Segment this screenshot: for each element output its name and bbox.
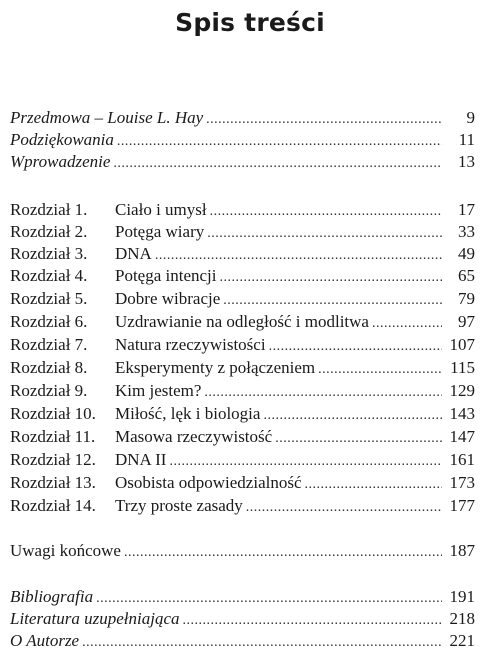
dot-leader	[204, 382, 442, 404]
dot-leader	[113, 153, 442, 175]
entry-page: 9	[466, 108, 475, 127]
chapter-number: Rozdział 2.	[10, 222, 88, 241]
entry-page: 221	[449, 631, 475, 650]
toc-entry-chapter[interactable]	[10, 288, 475, 310]
entry-title: Ciało i umysł	[115, 200, 207, 219]
entry-page: 11	[458, 130, 475, 149]
dot-leader	[318, 359, 442, 381]
toc-entry-chapter[interactable]	[10, 472, 475, 494]
toc-entry-front[interactable]	[10, 151, 475, 173]
entry-page: 49	[458, 244, 475, 263]
toc-entry-notes[interactable]	[10, 540, 475, 562]
entry-page: 187	[449, 541, 475, 560]
toc-entry-chapter[interactable]	[10, 357, 475, 379]
dot-leader	[155, 245, 442, 267]
chapter-number: Rozdział 14.	[10, 496, 96, 515]
entry-title: Podziękowania	[10, 130, 114, 149]
entry-page: 107	[449, 335, 475, 354]
toc-entry-chapter[interactable]	[10, 243, 475, 265]
entry-title: Potęga intencji	[115, 266, 217, 285]
dot-leader	[305, 474, 443, 496]
dot-leader	[207, 223, 442, 245]
toc-entry-front[interactable]	[10, 129, 475, 151]
chapter-number: Rozdział 13.	[10, 473, 96, 492]
page-title: Spis treści	[175, 8, 325, 37]
entry-title: Kim jestem?	[115, 381, 202, 400]
dot-leader	[372, 313, 442, 335]
entry-page: 177	[449, 496, 475, 515]
entry-page: 65	[458, 266, 475, 285]
entry-page: 147	[449, 427, 475, 446]
entry-title: Przedmowa – Louise L. Hay	[10, 108, 204, 127]
dot-leader	[210, 201, 442, 223]
entry-page: 173	[449, 473, 475, 492]
entry-title: Trzy proste zasady	[115, 496, 243, 515]
dot-leader	[263, 405, 442, 427]
entry-title: Dobre wibracje	[115, 289, 221, 308]
entry-page: 161	[449, 450, 475, 469]
entry-title: Masowa rzeczywistość	[115, 427, 273, 446]
chapter-number: Rozdział 3.	[10, 244, 88, 263]
chapter-number: Rozdział 9.	[10, 381, 88, 400]
chapter-number: Rozdział 8.	[10, 358, 88, 377]
entry-page: 115	[450, 358, 475, 377]
chapter-number: Rozdział 10.	[10, 404, 96, 423]
entry-title: Wprowadzenie	[10, 152, 111, 171]
dot-leader	[246, 497, 442, 519]
entry-title: Uwagi końcowe	[10, 541, 121, 560]
dot-leader	[275, 428, 442, 450]
entry-page: 143	[449, 404, 475, 423]
entry-page: 97	[458, 312, 475, 331]
entry-title: DNA II	[115, 450, 167, 469]
entry-page: 218	[449, 609, 475, 628]
dot-leader	[206, 109, 442, 131]
chapter-number: Rozdział 6.	[10, 312, 88, 331]
toc-entry-chapter[interactable]	[10, 265, 475, 287]
entry-title: Uzdrawianie na odległość i modlitwa	[115, 312, 369, 331]
entry-title: Natura rzeczywistości	[115, 335, 266, 354]
toc-entry-chapter[interactable]	[10, 334, 475, 356]
toc-entry-back[interactable]	[10, 630, 475, 652]
dot-leader	[124, 542, 442, 564]
entry-title: O Autorze	[10, 631, 80, 650]
dot-leader	[269, 336, 442, 358]
dot-leader	[82, 632, 442, 654]
entry-page: 79	[458, 289, 475, 308]
toc-entry-chapter[interactable]	[10, 221, 475, 243]
entry-title: DNA	[115, 244, 152, 263]
chapter-number: Rozdział 5.	[10, 289, 88, 308]
entry-title: Literatura uzupełniająca	[10, 609, 180, 628]
toc-entry-back[interactable]	[10, 586, 475, 608]
toc-entry-chapter[interactable]	[10, 311, 475, 333]
dot-leader	[223, 290, 442, 312]
entry-page: 17	[458, 200, 475, 219]
entry-title: Potęga wiary	[115, 222, 205, 241]
entry-title: Osobista odpowiedzialność	[115, 473, 302, 492]
dot-leader	[183, 610, 442, 632]
chapter-number: Rozdział 11.	[10, 427, 96, 446]
dot-leader	[169, 451, 442, 473]
toc-entry-chapter[interactable]	[10, 403, 475, 425]
toc-entry-chapter[interactable]	[10, 380, 475, 402]
entry-page: 33	[458, 222, 475, 241]
dot-leader	[220, 267, 442, 289]
toc-entry-front[interactable]	[10, 107, 475, 129]
toc-entry-chapter[interactable]	[10, 495, 475, 517]
entry-title: Miłość, lęk i biologia	[115, 404, 261, 423]
toc-entry-chapter[interactable]	[10, 449, 475, 471]
dot-leader	[117, 131, 442, 153]
entry-page: 191	[449, 587, 475, 606]
toc-entry-back[interactable]	[10, 608, 475, 630]
entry-title: Bibliografia	[10, 587, 94, 606]
dot-leader	[96, 588, 442, 610]
entry-page: 129	[449, 381, 475, 400]
chapter-number: Rozdział 7.	[10, 335, 88, 354]
chapter-number: Rozdział 1.	[10, 200, 88, 219]
entry-page: 13	[458, 152, 475, 171]
toc-entry-chapter[interactable]	[10, 199, 475, 221]
entry-title: Eksperymenty z połączeniem	[115, 358, 316, 377]
chapter-number: Rozdział 4.	[10, 266, 88, 285]
toc-entry-chapter[interactable]	[10, 426, 475, 448]
chapter-number: Rozdział 12.	[10, 450, 96, 469]
